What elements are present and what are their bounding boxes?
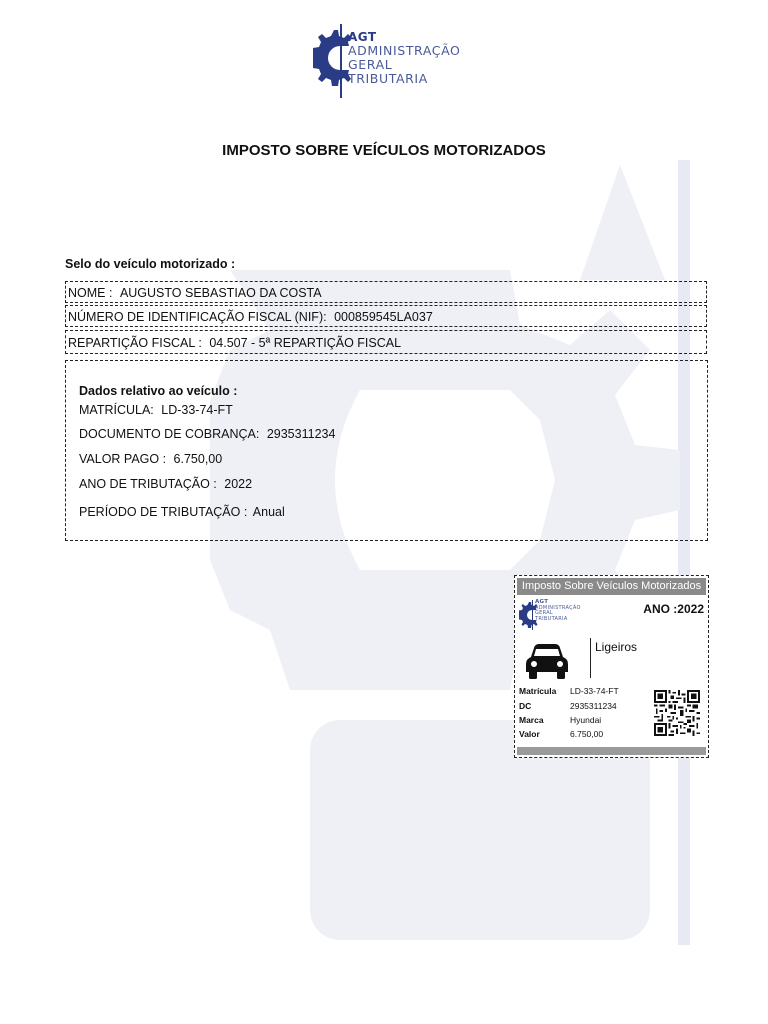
periodo-label: PERÍODO DE TRIBUTAÇÃO : bbox=[79, 505, 248, 519]
logo-line-3: TRIBUTARIA bbox=[348, 71, 428, 86]
stamp-logo-line-3: TRIBUTARIA bbox=[535, 615, 568, 622]
valor-value: 6.750,00 bbox=[173, 452, 223, 466]
logo-line-2: GERAL bbox=[348, 57, 393, 72]
matricula-label: MATRÍCULA: bbox=[79, 403, 154, 417]
stamp-field-label: Matrícula bbox=[519, 686, 557, 696]
reparticao-label: REPARTIÇÃO FISCAL : bbox=[68, 336, 202, 350]
stamp-field-value: 6.750,00 bbox=[570, 729, 604, 739]
selo-label: Selo do veículo motorizado : bbox=[65, 257, 236, 271]
stamp-field-value: Hyundai bbox=[570, 715, 602, 725]
documento-value: 2935311234 bbox=[266, 427, 336, 441]
stamp-ano: ANO :2022 bbox=[643, 602, 704, 616]
stamp-logo-line-1: ADMINISTRAÇÃO bbox=[535, 604, 581, 611]
nif-label: NÚMERO DE IDENTIFICAÇÃO FISCAL (NIF): bbox=[68, 310, 327, 324]
ano-label: ANO DE TRIBUTAÇÃO : bbox=[79, 477, 217, 491]
valor-row bbox=[79, 452, 222, 466]
logo-line-1: ADMINISTRAÇÃO bbox=[348, 43, 461, 58]
documento-row bbox=[79, 427, 335, 441]
owner-nif-row bbox=[65, 305, 707, 327]
stamp-header: Imposto Sobre Veículos Motorizados bbox=[517, 578, 706, 595]
vehicle-data-box bbox=[65, 360, 708, 541]
matricula-value: LD-33-74-FT bbox=[161, 403, 233, 417]
nome-value: AUGUSTO SEBASTIAO DA COSTA bbox=[119, 286, 322, 300]
stamp-field-label: Valor bbox=[519, 729, 540, 739]
logo-abbr: AGT bbox=[348, 30, 377, 44]
stamp-category: Ligeiros bbox=[595, 640, 638, 654]
vehicle-tax-stamp bbox=[514, 575, 709, 758]
periodo-value: Anual bbox=[252, 505, 285, 519]
ano-value: 2022 bbox=[224, 477, 253, 491]
nif-value: 000859545LA037 bbox=[334, 310, 433, 324]
vehicle-heading: Dados relativo ao veículo : bbox=[79, 384, 238, 398]
qr-code-icon bbox=[654, 690, 700, 736]
stamp-divider bbox=[590, 638, 591, 678]
logo-text bbox=[348, 30, 460, 86]
document-title: IMPOSTO SOBRE VEÍCULOS MOTORIZADOS bbox=[222, 142, 546, 159]
stamp-footer-bar bbox=[517, 747, 706, 755]
documento-label: DOCUMENTO DE COBRANÇA: bbox=[79, 427, 260, 441]
stamp-field-label: DC bbox=[519, 701, 532, 711]
stamp-logo-line-2: GERAL bbox=[535, 610, 554, 617]
car-icon bbox=[525, 642, 569, 680]
stamp-field-value: LD-33-74-FT bbox=[570, 686, 619, 696]
stamp-logo-abbr: AGT bbox=[535, 599, 549, 605]
ano-row bbox=[79, 477, 252, 491]
stamp-field-label: Marca bbox=[519, 715, 544, 725]
stamp-logo-text bbox=[535, 600, 581, 622]
reparticao-value: 04.507 - 5ª REPARTIÇÃO FISCAL bbox=[209, 336, 402, 350]
periodo-row bbox=[79, 505, 285, 519]
agt-watermark-icon bbox=[210, 160, 700, 950]
matricula-row bbox=[79, 403, 233, 417]
owner-name-row bbox=[65, 281, 707, 303]
stamp-field-value: 2935311234 bbox=[570, 701, 617, 711]
nome-label: NOME : bbox=[68, 286, 113, 300]
owner-reparticao-row bbox=[65, 330, 707, 354]
valor-label: VALOR PAGO : bbox=[79, 452, 167, 466]
